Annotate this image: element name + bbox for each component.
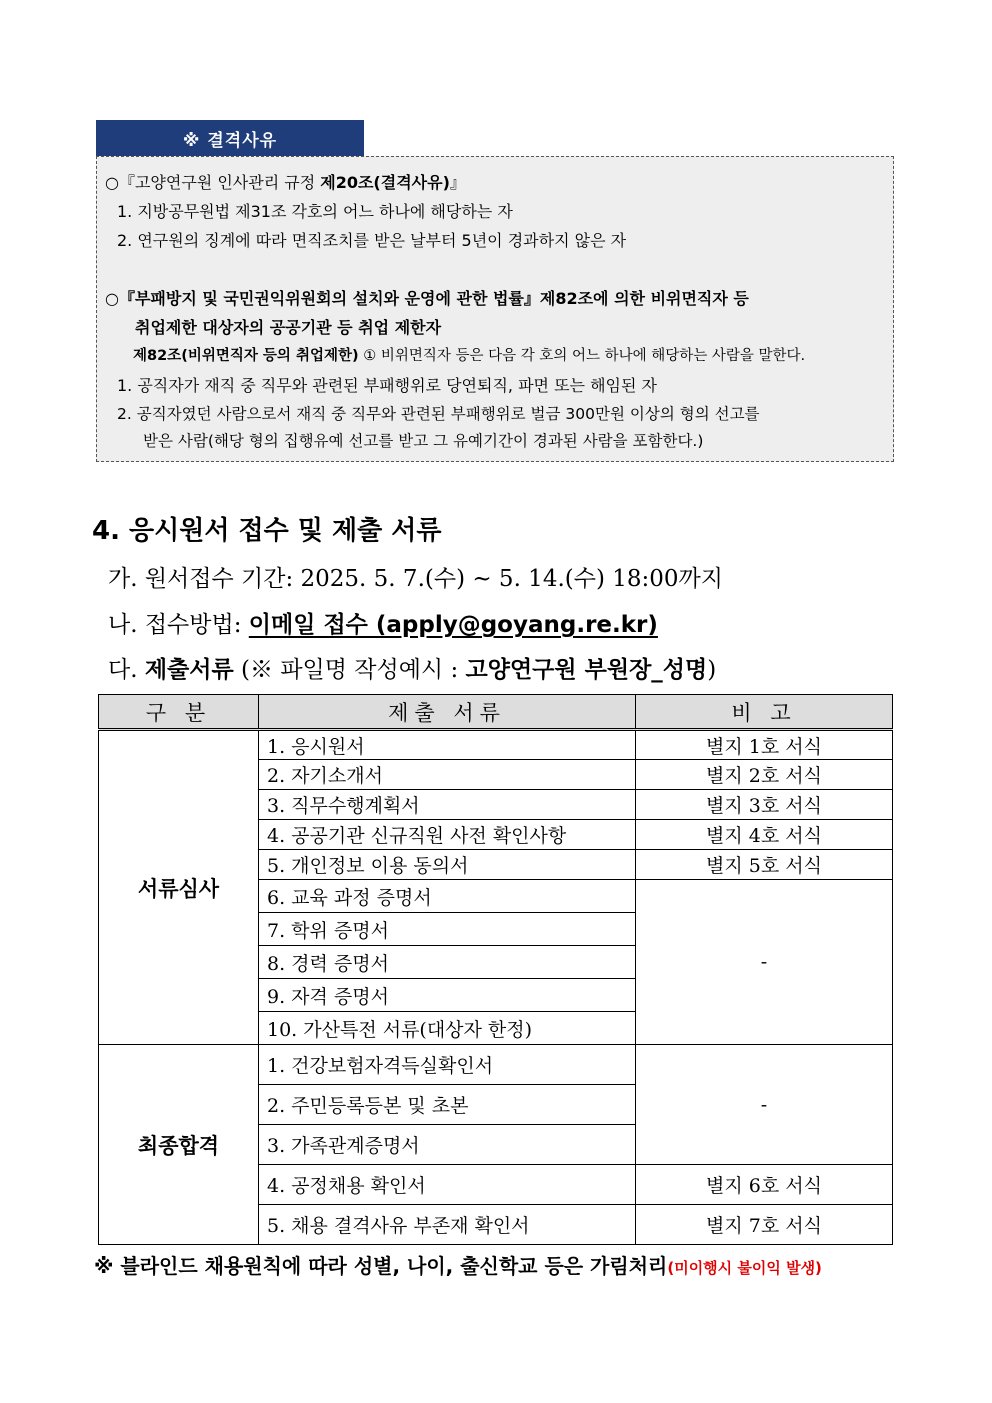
doc-cell: 3. 직무수행계획서 <box>259 790 636 820</box>
doc-cell: 1. 건강보험자격득실확인서 <box>259 1045 636 1085</box>
note-cell: 별지 6호 서식 <box>636 1165 893 1205</box>
disqualification-title: ※ 결격사유 <box>182 130 278 151</box>
application-period: 가. 원서접수 기간: 2025. 5. 7.(수) ~ 5. 14.(수) 18:00까지 <box>108 566 723 592</box>
doc-cell: 2. 주민등록등본 및 초본 <box>259 1085 636 1125</box>
penalty-warning: (미이행시 불이익 발생) <box>667 1259 822 1277</box>
disqualification-tab <box>96 120 364 156</box>
doc-cell: 10. 가산특전 서류(대상자 한정) <box>259 1012 636 1045</box>
law-item-cont: 받은 사람(해당 형의 집행유예 선고를 받고 그 유예기간이 경과된 사람을 포함한다.) <box>143 432 704 450</box>
note-cell: 별지 2호 서식 <box>636 760 893 790</box>
note-cell: 별지 7호 서식 <box>636 1205 893 1245</box>
doc-cell: 5. 개인정보 이용 동의서 <box>259 850 636 880</box>
table-row <box>99 1045 893 1085</box>
law-item: 2. 공직자였던 사람으로서 재직 중 직무와 관련된 부패행위로 벌금 300만원 이상의 형의 선고를 <box>117 405 760 423</box>
table-header-row <box>99 695 893 730</box>
doc-cell: 6. 교육 과정 증명서 <box>259 880 636 913</box>
note-cell: - <box>636 880 893 1045</box>
circle-bullet-icon: ○ <box>105 173 119 192</box>
law-title: ○『부패방지 및 국민권익위원회의 설치와 운영에 관한 법률』제82조에 의한 비위면직자 등 <box>105 289 749 308</box>
law-item: 1. 공직자가 재직 중 직무와 관련된 부패행위로 당연퇴직, 파면 또는 해임된 자 <box>117 376 657 395</box>
law-title-cont: 취업제한 대상자의 공공기관 등 취업 제한자 <box>135 318 442 337</box>
note-cell: 별지 5호 서식 <box>636 850 893 880</box>
doc-cell: 5. 채용 결격사유 부존재 확인서 <box>259 1205 636 1245</box>
doc-cell: 8. 경력 증명서 <box>259 946 636 979</box>
header-category: 구 분 <box>99 695 259 730</box>
regulation-item: 2. 연구원의 징계에 따라 면직조치를 받은 날부터 5년이 경과하지 않은 자 <box>117 231 627 250</box>
doc-cell: 3. 가족관계증명서 <box>259 1125 636 1165</box>
doc-cell: 7. 학위 증명서 <box>259 913 636 946</box>
documents-label: 다. 제출서류 (※ 파일명 작성예시 : 고양연구원 부원장_성명) <box>108 657 717 683</box>
email-link[interactable]: 이메일 접수 (apply@goyang.re.kr) <box>248 612 658 638</box>
doc-cell: 1. 응시원서 <box>259 730 636 760</box>
section-title: 4. 응시원서 접수 및 제출 서류 <box>92 516 442 546</box>
circle-bullet-icon: ○ <box>105 289 119 308</box>
header-documents: 제출 서류 <box>259 695 636 730</box>
documents-table <box>98 694 893 1245</box>
blind-hiring-footnote: ※ 블라인드 채용원칙에 따라 성별, 나이, 출신학교 등은 가림처리(미이행시 불이익 발생) <box>94 1254 822 1278</box>
note-cell: - <box>636 1045 893 1165</box>
table-row <box>99 730 893 760</box>
doc-cell: 4. 공공기관 신규직원 사전 확인사항 <box>259 820 636 850</box>
application-method: 나. 접수방법: 이메일 접수 (apply@goyang.re.kr) <box>108 612 658 638</box>
disqualification-box <box>96 156 894 462</box>
category-final: 최종합격 <box>99 1045 259 1245</box>
category-screening: 서류심사 <box>99 730 259 1045</box>
doc-cell: 2. 자기소개서 <box>259 760 636 790</box>
doc-cell: 9. 자격 증명서 <box>259 979 636 1012</box>
header-notes: 비 고 <box>636 695 893 730</box>
note-cell: 별지 4호 서식 <box>636 820 893 850</box>
law-article: 제82조(비위면직자 등의 취업제한) ① 비위면직자 등은 다음 각 호의 어느 하나에 해당하는 사람을 말한다. <box>133 348 806 364</box>
regulation-title: ○『고양연구원 인사관리 규정 제20조(결격사유)』 <box>105 173 466 192</box>
doc-cell: 4. 공정채용 확인서 <box>259 1165 636 1205</box>
note-cell: 별지 3호 서식 <box>636 790 893 820</box>
note-cell: 별지 1호 서식 <box>636 730 893 760</box>
regulation-item: 1. 지방공무원법 제31조 각호의 어느 하나에 해당하는 자 <box>117 202 513 221</box>
